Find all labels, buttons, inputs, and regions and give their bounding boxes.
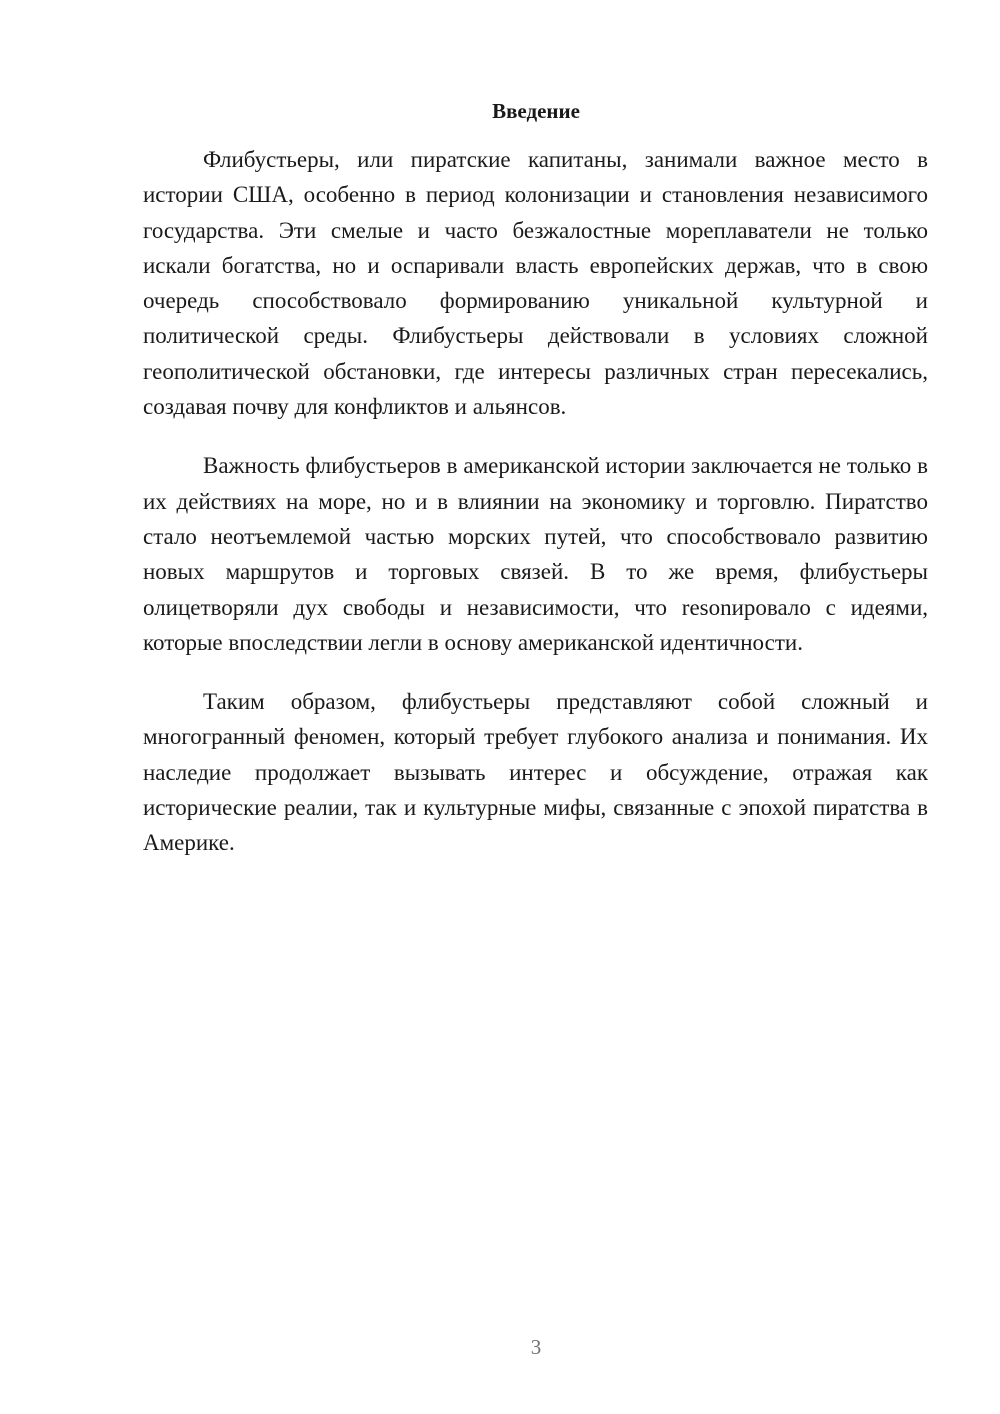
document-body [143, 142, 928, 885]
paragraph-1: Флибустьеры, или пиратские капитаны, занимали важное место в истории США, особенно в период колонизации и становления независимого государства. Эти смелые и часто безжалостные мореплаватели не только искали богатства, но и оспаривали власть европейских держав, что в свою очередь способствовало формированию уникальной культурной и политической среды. Флибустьеры действовали в условиях сложной геополитической обстановки, где интересы различных стран пересекались, создавая почву для конфликтов и альянсов. [143, 147, 928, 420]
paragraph-2: Важность флибустьеров в американской истории заключается не только в их действиях на море, но и в влиянии на экономику и торговлю. Пиратство стало неотъемлемой частью морских путей, что способствовало развитию новых маршрутов и торговых связей. В то же время, флибустьеры олицетворяли дух свободы и независимости, что resonировало с идеями, которые впоследствии легли в основу американской идентичности. [143, 453, 928, 655]
paragraph-3: Таким образом, флибустьеры представляют собой сложный и многогранный феномен, который требует глубокого анализа и понимания. Их наследие продолжает вызывать интерес и обсуждение, отражая как исторические реалии, так и культурные мифы, связанные с эпохой пиратства в Америке. [143, 689, 928, 856]
page-number: 3 [530, 1335, 542, 1359]
section-heading: Введение [492, 99, 580, 123]
